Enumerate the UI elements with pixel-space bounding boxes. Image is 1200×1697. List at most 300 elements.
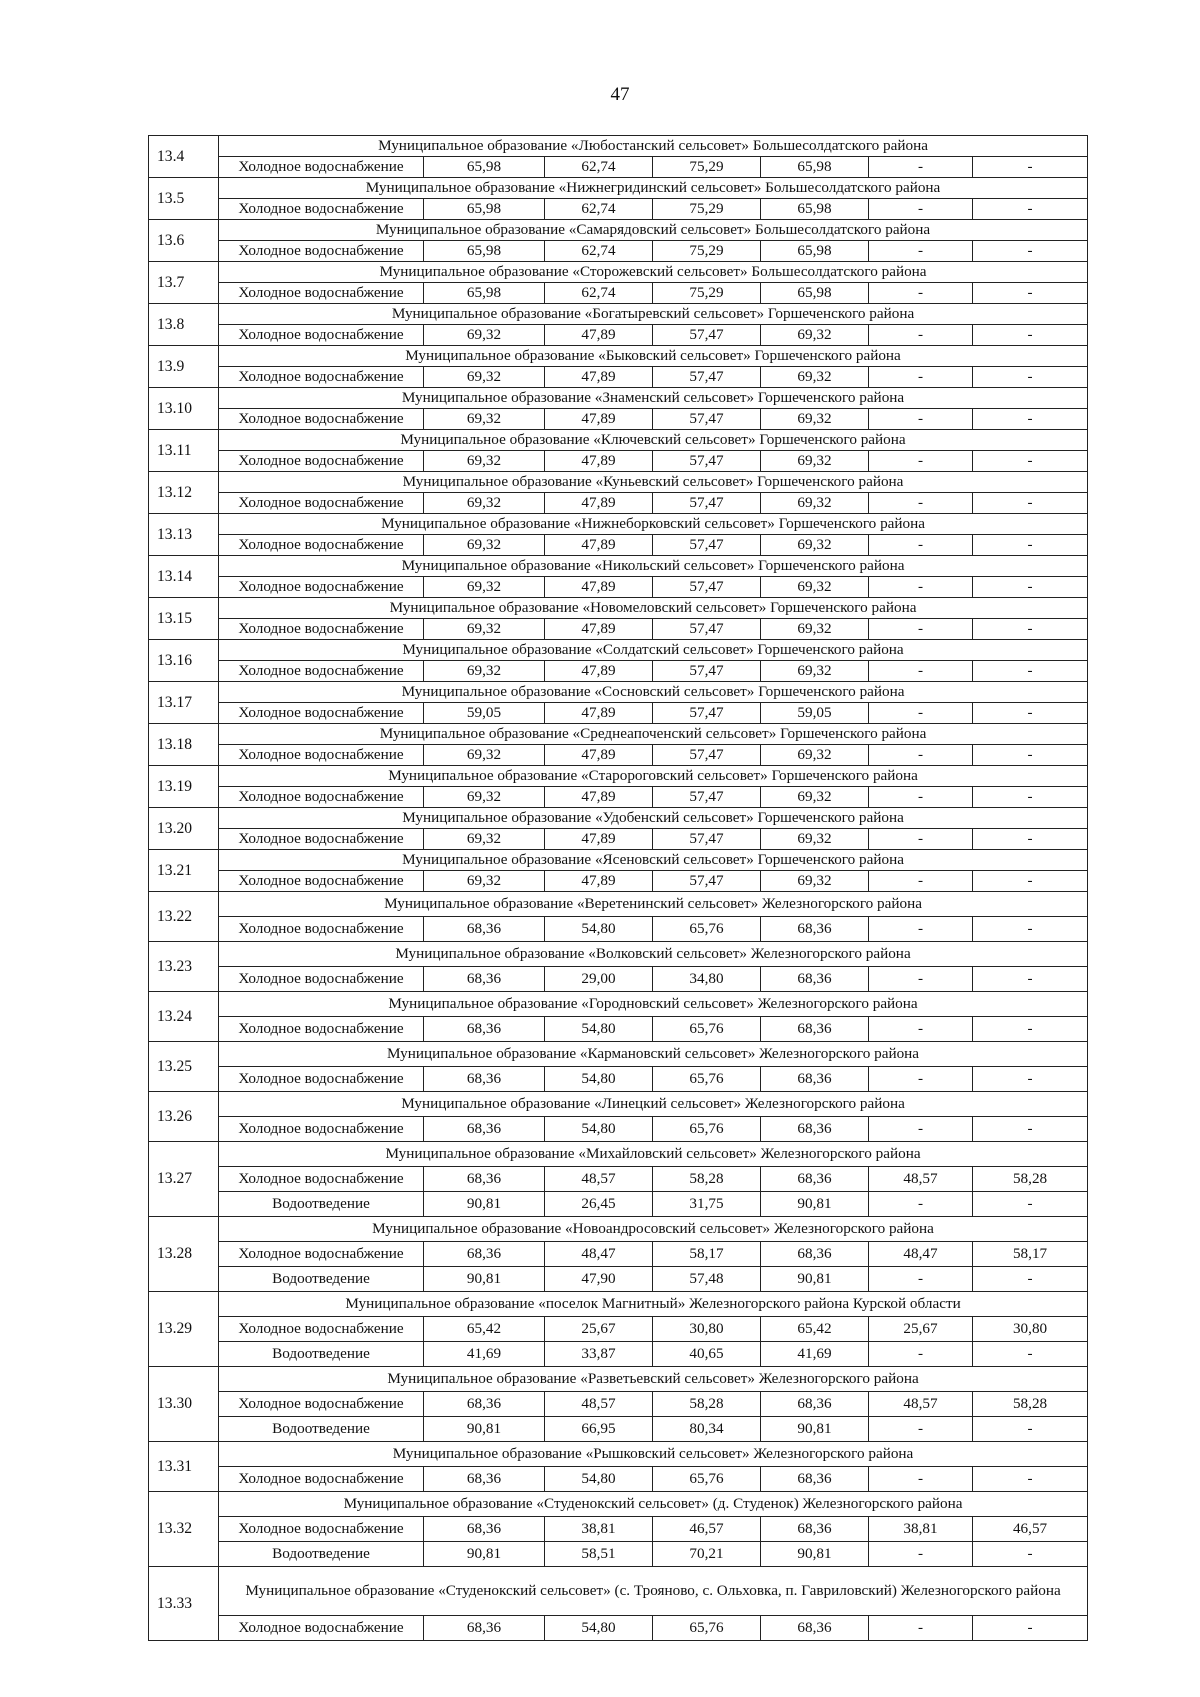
section-code: 13.11: [149, 430, 219, 472]
tariff-value: -: [869, 1342, 973, 1367]
section-code: 13.4: [149, 136, 219, 178]
tariff-value: 62,74: [545, 283, 653, 304]
section-title-row: [149, 942, 1088, 967]
tariff-value: 47,89: [545, 829, 653, 850]
table-row: [149, 661, 1088, 682]
tariff-value: 59,05: [424, 703, 545, 724]
tariff-value: 68,36: [761, 1517, 869, 1542]
tariff-value: 40,65: [653, 1342, 761, 1367]
section-title-row: [149, 556, 1088, 577]
service-name: Холодное водоснабжение: [219, 1517, 424, 1542]
tariff-value: 65,42: [761, 1317, 869, 1342]
service-name: Холодное водоснабжение: [219, 409, 424, 430]
tariff-value: 65,98: [761, 157, 869, 178]
service-name: Холодное водоснабжение: [219, 1167, 424, 1192]
tariff-value: 69,32: [761, 871, 869, 892]
tariff-value: 30,80: [653, 1317, 761, 1342]
tariff-value: 57,47: [653, 409, 761, 430]
service-name: Холодное водоснабжение: [219, 1117, 424, 1142]
tariff-value: 69,32: [761, 409, 869, 430]
section-title-row: [149, 262, 1088, 283]
tariff-value: -: [869, 787, 973, 808]
municipality-title: Муниципальное образование «Студенокский сельсовет» (с. Трояново, с. Ольховка, п. Гавриловский) Железногорского района: [219, 1567, 1088, 1616]
section-code: 13.20: [149, 808, 219, 850]
tariff-value: 69,32: [424, 451, 545, 472]
tariff-value: 68,36: [761, 1017, 869, 1042]
service-name: Холодное водоснабжение: [219, 367, 424, 388]
section-code: 13.25: [149, 1042, 219, 1092]
tariff-value: -: [973, 1067, 1088, 1092]
service-name: Холодное водоснабжение: [219, 199, 424, 220]
tariff-value: -: [973, 1017, 1088, 1042]
tariff-value: 47,89: [545, 703, 653, 724]
tariff-value: 69,32: [761, 829, 869, 850]
tariff-value: 69,32: [424, 577, 545, 598]
tariff-value: 54,80: [545, 1467, 653, 1492]
tariff-value: 46,57: [653, 1517, 761, 1542]
municipality-title: Муниципальное образование «Ключевский сельсовет» Горшеченского района: [219, 430, 1088, 451]
tariff-value: 90,81: [424, 1542, 545, 1567]
tariff-value: 68,36: [761, 1067, 869, 1092]
municipality-title: Муниципальное образование «Нижнегридинский сельсовет» Большесолдатского района: [219, 178, 1088, 199]
section-title-row: [149, 1142, 1088, 1167]
table-row: [149, 1317, 1088, 1342]
tariff-value: 47,89: [545, 577, 653, 598]
table-row: [149, 967, 1088, 992]
table-row: [149, 577, 1088, 598]
page-number: 47: [610, 84, 630, 105]
tariff-value: 59,05: [761, 703, 869, 724]
section-title-row: [149, 1442, 1088, 1467]
municipality-title: Муниципальное образование «Волковский сельсовет» Железногорского района: [219, 942, 1088, 967]
section-code: 13.6: [149, 220, 219, 262]
tariff-value: 41,69: [424, 1342, 545, 1367]
tariff-value: 65,98: [761, 241, 869, 262]
tariff-value: 25,67: [545, 1317, 653, 1342]
tariff-value: 57,47: [653, 871, 761, 892]
tariff-value: -: [869, 157, 973, 178]
section-code: 13.31: [149, 1442, 219, 1492]
section-code: 13.8: [149, 304, 219, 346]
municipality-title: Муниципальное образование «Ясеновский сельсовет» Горшеченского района: [219, 850, 1088, 871]
section-title-row: [149, 640, 1088, 661]
tariff-value: 57,47: [653, 787, 761, 808]
municipality-title: Муниципальное образование «Городновский сельсовет» Железногорского района: [219, 992, 1088, 1017]
tariff-value: -: [869, 451, 973, 472]
municipality-title: Муниципальное образование «Быковский сельсовет» Горшеченского района: [219, 346, 1088, 367]
tariff-value: 68,36: [761, 1242, 869, 1267]
service-name: Холодное водоснабжение: [219, 619, 424, 640]
section-title-row: [149, 724, 1088, 745]
section-title-row: [149, 220, 1088, 241]
tariff-value: -: [869, 535, 973, 556]
service-name: Холодное водоснабжение: [219, 1017, 424, 1042]
tariff-value: -: [869, 1467, 973, 1492]
section-title-row: [149, 892, 1088, 917]
tariff-value: -: [973, 535, 1088, 556]
tariff-value: -: [973, 1192, 1088, 1217]
section-title-row: [149, 304, 1088, 325]
tariff-value: 57,47: [653, 745, 761, 766]
tariff-value: 48,57: [869, 1167, 973, 1192]
tariff-value: -: [869, 745, 973, 766]
table-row: [149, 745, 1088, 766]
tariff-value: 47,90: [545, 1267, 653, 1292]
table-row: [149, 1517, 1088, 1542]
service-name: Холодное водоснабжение: [219, 325, 424, 346]
tariff-value: -: [869, 1017, 973, 1042]
section-code: 13.18: [149, 724, 219, 766]
tariff-value: 47,89: [545, 409, 653, 430]
section-title-row: [149, 1492, 1088, 1517]
section-code: 13.7: [149, 262, 219, 304]
tariff-value: -: [869, 241, 973, 262]
tariff-value: 69,32: [761, 535, 869, 556]
tariff-value: 54,80: [545, 917, 653, 942]
tariff-value: 58,28: [973, 1392, 1088, 1417]
tariff-value: -: [869, 619, 973, 640]
tariff-value: 69,32: [424, 493, 545, 514]
tariff-value: 69,32: [761, 619, 869, 640]
section-title-row: [149, 1042, 1088, 1067]
service-name: Холодное водоснабжение: [219, 871, 424, 892]
table-row: [149, 367, 1088, 388]
table-row: [149, 493, 1088, 514]
tariff-value: 62,74: [545, 241, 653, 262]
tariff-value: 57,47: [653, 619, 761, 640]
tariff-value: 54,80: [545, 1017, 653, 1042]
municipality-title: Муниципальное образование «Разветьевский сельсовет» Железногорского района: [219, 1367, 1088, 1392]
municipality-title: Муниципальное образование «Нижнеборковский сельсовет» Горшеченского района: [219, 514, 1088, 535]
tariff-value: 65,98: [424, 157, 545, 178]
tariff-value: 69,32: [761, 325, 869, 346]
section-code: 13.28: [149, 1217, 219, 1292]
tariff-value: 68,36: [761, 1117, 869, 1142]
service-name: Холодное водоснабжение: [219, 1317, 424, 1342]
section-code: 13.16: [149, 640, 219, 682]
municipality-title: Муниципальное образование «Богатыревский сельсовет» Горшеченского района: [219, 304, 1088, 325]
section-title-row: [149, 808, 1088, 829]
section-code: 13.33: [149, 1567, 219, 1641]
service-name: Холодное водоснабжение: [219, 157, 424, 178]
tariff-value: 68,36: [424, 1067, 545, 1092]
service-name: Холодное водоснабжение: [219, 1616, 424, 1641]
tariff-value: -: [869, 1542, 973, 1567]
tariff-value: 58,28: [653, 1392, 761, 1417]
service-name: Холодное водоснабжение: [219, 967, 424, 992]
service-name: Водоотведение: [219, 1542, 424, 1567]
tariff-value: 69,32: [424, 367, 545, 388]
tariff-value: 47,89: [545, 451, 653, 472]
tariff-value: 57,47: [653, 325, 761, 346]
table-row: [149, 1467, 1088, 1492]
tariff-value: 65,76: [653, 1017, 761, 1042]
tariff-value: -: [973, 967, 1088, 992]
tariff-value: 33,87: [545, 1342, 653, 1367]
table-row: [149, 325, 1088, 346]
municipality-title: Муниципальное образование «Новомеловский сельсовет» Горшеченского района: [219, 598, 1088, 619]
tariff-value: 69,32: [761, 493, 869, 514]
tariff-value: -: [973, 1267, 1088, 1292]
tariff-value: 58,28: [973, 1167, 1088, 1192]
tariff-value: 65,98: [761, 283, 869, 304]
tariff-value: 75,29: [653, 283, 761, 304]
section-code: 13.12: [149, 472, 219, 514]
tariff-value: 68,36: [761, 1616, 869, 1641]
tariff-value: 68,36: [424, 1017, 545, 1042]
table-row: [149, 1067, 1088, 1092]
municipality-title: Муниципальное образование «Михайловский сельсовет» Железногорского района: [219, 1142, 1088, 1167]
tariff-value: -: [869, 283, 973, 304]
tariff-value: 47,89: [545, 493, 653, 514]
tariff-value: 69,32: [424, 787, 545, 808]
service-name: Водоотведение: [219, 1417, 424, 1442]
section-title-row: [149, 1092, 1088, 1117]
tariff-value: 65,98: [424, 241, 545, 262]
tariff-value: 68,36: [424, 1167, 545, 1192]
tariff-value: 47,89: [545, 661, 653, 682]
section-code: 13.24: [149, 992, 219, 1042]
municipality-title: Муниципальное образование «Сторожевский сельсовет» Большесолдатского района: [219, 262, 1088, 283]
tariff-value: 90,81: [761, 1417, 869, 1442]
tariff-value: -: [869, 871, 973, 892]
table-row: [149, 1242, 1088, 1267]
tariff-value: -: [869, 917, 973, 942]
tariff-value: 75,29: [653, 157, 761, 178]
tariff-value: 69,32: [761, 745, 869, 766]
section-code: 13.19: [149, 766, 219, 808]
tariff-value: -: [973, 1467, 1088, 1492]
tariff-value: 65,76: [653, 1616, 761, 1641]
service-name: Холодное водоснабжение: [219, 451, 424, 472]
section-code: 13.23: [149, 942, 219, 992]
tariff-value: -: [869, 661, 973, 682]
section-title-row: [149, 1367, 1088, 1392]
table-row: [149, 535, 1088, 556]
tariff-value: 75,29: [653, 199, 761, 220]
tariff-value: 57,47: [653, 703, 761, 724]
tariff-value: -: [869, 829, 973, 850]
tariff-value: 38,81: [869, 1517, 973, 1542]
tariff-value: 47,89: [545, 325, 653, 346]
tariff-value: 54,80: [545, 1067, 653, 1092]
tariff-value: 38,81: [545, 1517, 653, 1542]
table-row: [149, 283, 1088, 304]
municipality-title: Муниципальное образование «поселок Магнитный» Железногорского района Курской области: [219, 1292, 1088, 1317]
municipality-title: Муниципальное образование «Любостанский сельсовет» Большесолдатского района: [219, 136, 1088, 157]
tariff-value: 65,42: [424, 1317, 545, 1342]
tariff-value: -: [973, 493, 1088, 514]
municipality-title: Муниципальное образование «Сосновский сельсовет» Горшеченского района: [219, 682, 1088, 703]
tariff-value: 47,89: [545, 619, 653, 640]
tariff-value: 80,34: [653, 1417, 761, 1442]
tariff-value: -: [869, 1117, 973, 1142]
table-row: [149, 1542, 1088, 1567]
tariff-value: 26,45: [545, 1192, 653, 1217]
service-name: Холодное водоснабжение: [219, 661, 424, 682]
service-name: Холодное водоснабжение: [219, 283, 424, 304]
tariff-value: -: [973, 829, 1088, 850]
tariff-value: 48,57: [869, 1392, 973, 1417]
section-title-row: [149, 346, 1088, 367]
table-row: [149, 409, 1088, 430]
tariff-value: -: [973, 199, 1088, 220]
tariff-value: 69,32: [424, 871, 545, 892]
tariff-value: 90,81: [761, 1192, 869, 1217]
tariff-value: -: [869, 577, 973, 598]
tariff-value: -: [869, 1417, 973, 1442]
table-row: [149, 1392, 1088, 1417]
tariff-value: 57,47: [653, 577, 761, 598]
municipality-title: Муниципальное образование «Старороговский сельсовет» Горшеченского района: [219, 766, 1088, 787]
tariff-value: 57,47: [653, 367, 761, 388]
tariff-value: 57,48: [653, 1267, 761, 1292]
table-row: [149, 1117, 1088, 1142]
tariff-value: 34,80: [653, 967, 761, 992]
tariff-value: 68,36: [424, 1392, 545, 1417]
service-name: Холодное водоснабжение: [219, 535, 424, 556]
tariff-value: 68,36: [761, 917, 869, 942]
municipality-title: Муниципальное образование «Кармановский сельсовет» Железногорского района: [219, 1042, 1088, 1067]
tariff-value: -: [869, 325, 973, 346]
tariff-value: 90,81: [761, 1267, 869, 1292]
tariff-value: 68,36: [761, 967, 869, 992]
tariff-value: 66,95: [545, 1417, 653, 1442]
tariff-value: -: [869, 199, 973, 220]
tariff-value: 69,32: [761, 787, 869, 808]
tariff-value: 65,76: [653, 1067, 761, 1092]
tariff-value: 57,47: [653, 535, 761, 556]
section-code: 13.32: [149, 1492, 219, 1567]
table-row: [149, 241, 1088, 262]
tariff-value: -: [973, 703, 1088, 724]
tariff-value: 68,36: [424, 1467, 545, 1492]
tariff-value: 65,76: [653, 917, 761, 942]
section-title-row: [149, 1292, 1088, 1317]
table-row: [149, 1017, 1088, 1042]
tariff-value: 90,81: [424, 1192, 545, 1217]
municipality-title: Муниципальное образование «Знаменский сельсовет» Горшеченского района: [219, 388, 1088, 409]
tariff-value: 68,36: [424, 917, 545, 942]
tariff-value: -: [869, 967, 973, 992]
tariff-value: -: [973, 241, 1088, 262]
table-row: [149, 157, 1088, 178]
section-code: 13.14: [149, 556, 219, 598]
tariff-value: -: [973, 157, 1088, 178]
tariff-value: -: [869, 409, 973, 430]
tariff-value: 58,17: [653, 1242, 761, 1267]
municipality-title: Муниципальное образование «Самарядовский сельсовет» Большесолдатского района: [219, 220, 1088, 241]
table-row: [149, 871, 1088, 892]
service-name: Холодное водоснабжение: [219, 241, 424, 262]
table-row: [149, 1342, 1088, 1367]
tariff-value: 68,36: [424, 967, 545, 992]
tariff-value: -: [973, 917, 1088, 942]
section-title-row: [149, 388, 1088, 409]
section-code: 13.15: [149, 598, 219, 640]
tariff-value: 57,47: [653, 493, 761, 514]
tariff-value: 65,98: [424, 283, 545, 304]
municipality-title: Муниципальное образование «Рышковский сельсовет» Железногорского района: [219, 1442, 1088, 1467]
service-name: Холодное водоснабжение: [219, 829, 424, 850]
municipality-title: Муниципальное образование «Среднеапоченский сельсовет» Горшеченского района: [219, 724, 1088, 745]
tariff-value: 47,89: [545, 367, 653, 388]
service-name: Водоотведение: [219, 1192, 424, 1217]
tariff-value: 65,76: [653, 1467, 761, 1492]
section-title-row: [149, 514, 1088, 535]
section-code: 13.5: [149, 178, 219, 220]
municipality-title: Муниципальное образование «Удобенский сельсовет» Горшеченского района: [219, 808, 1088, 829]
tariff-value: 69,32: [424, 829, 545, 850]
table-row: [149, 1192, 1088, 1217]
tariff-value: 70,21: [653, 1542, 761, 1567]
tariff-value: 69,32: [424, 409, 545, 430]
table-row: [149, 199, 1088, 220]
municipality-title: Муниципальное образование «Веретенинский сельсовет» Железногорского района: [219, 892, 1088, 917]
section-code: 13.9: [149, 346, 219, 388]
service-name: Холодное водоснабжение: [219, 1392, 424, 1417]
section-title-row: [149, 992, 1088, 1017]
tariff-value: 47,89: [545, 871, 653, 892]
tariff-value: 48,57: [545, 1392, 653, 1417]
tariff-value: 65,76: [653, 1117, 761, 1142]
tariff-value: 41,69: [761, 1342, 869, 1367]
tariff-value: 58,28: [653, 1167, 761, 1192]
tariff-value: 62,74: [545, 157, 653, 178]
tariff-value: 30,80: [973, 1317, 1088, 1342]
tariff-value: 57,47: [653, 829, 761, 850]
tariff-value: 90,81: [761, 1542, 869, 1567]
service-name: Холодное водоснабжение: [219, 745, 424, 766]
tariff-value: 31,75: [653, 1192, 761, 1217]
tariff-value: 68,36: [424, 1517, 545, 1542]
table-row: [149, 917, 1088, 942]
table-row: [149, 451, 1088, 472]
section-code: 13.26: [149, 1092, 219, 1142]
tariff-value: 68,36: [424, 1242, 545, 1267]
service-name: Холодное водоснабжение: [219, 1242, 424, 1267]
tariff-value: -: [973, 283, 1088, 304]
tariff-value: 68,36: [761, 1392, 869, 1417]
table-row: [149, 1616, 1088, 1641]
tariff-value: 68,36: [761, 1167, 869, 1192]
tariff-value: 58,51: [545, 1542, 653, 1567]
tariff-value: -: [973, 367, 1088, 388]
section-code: 13.22: [149, 892, 219, 942]
section-title-row: [149, 682, 1088, 703]
tariff-value: -: [973, 577, 1088, 598]
tariff-value: -: [869, 1616, 973, 1641]
table-row: [149, 1417, 1088, 1442]
tariff-value: -: [869, 1267, 973, 1292]
tariff-value: 65,98: [761, 199, 869, 220]
section-code: 13.17: [149, 682, 219, 724]
tariff-table: [148, 135, 1088, 1641]
tariff-value: 46,57: [973, 1517, 1088, 1542]
table-row: [149, 619, 1088, 640]
tariff-value: 69,32: [424, 745, 545, 766]
section-code: 13.10: [149, 388, 219, 430]
tariff-value: 48,47: [869, 1242, 973, 1267]
tariff-value: 25,67: [869, 1317, 973, 1342]
tariff-value: 68,36: [424, 1117, 545, 1142]
service-name: Водоотведение: [219, 1342, 424, 1367]
tariff-value: -: [973, 325, 1088, 346]
table-row: [149, 829, 1088, 850]
tariff-value: 69,32: [761, 367, 869, 388]
municipality-title: Муниципальное образование «Солдатский сельсовет» Горшеченского района: [219, 640, 1088, 661]
service-name: Холодное водоснабжение: [219, 577, 424, 598]
